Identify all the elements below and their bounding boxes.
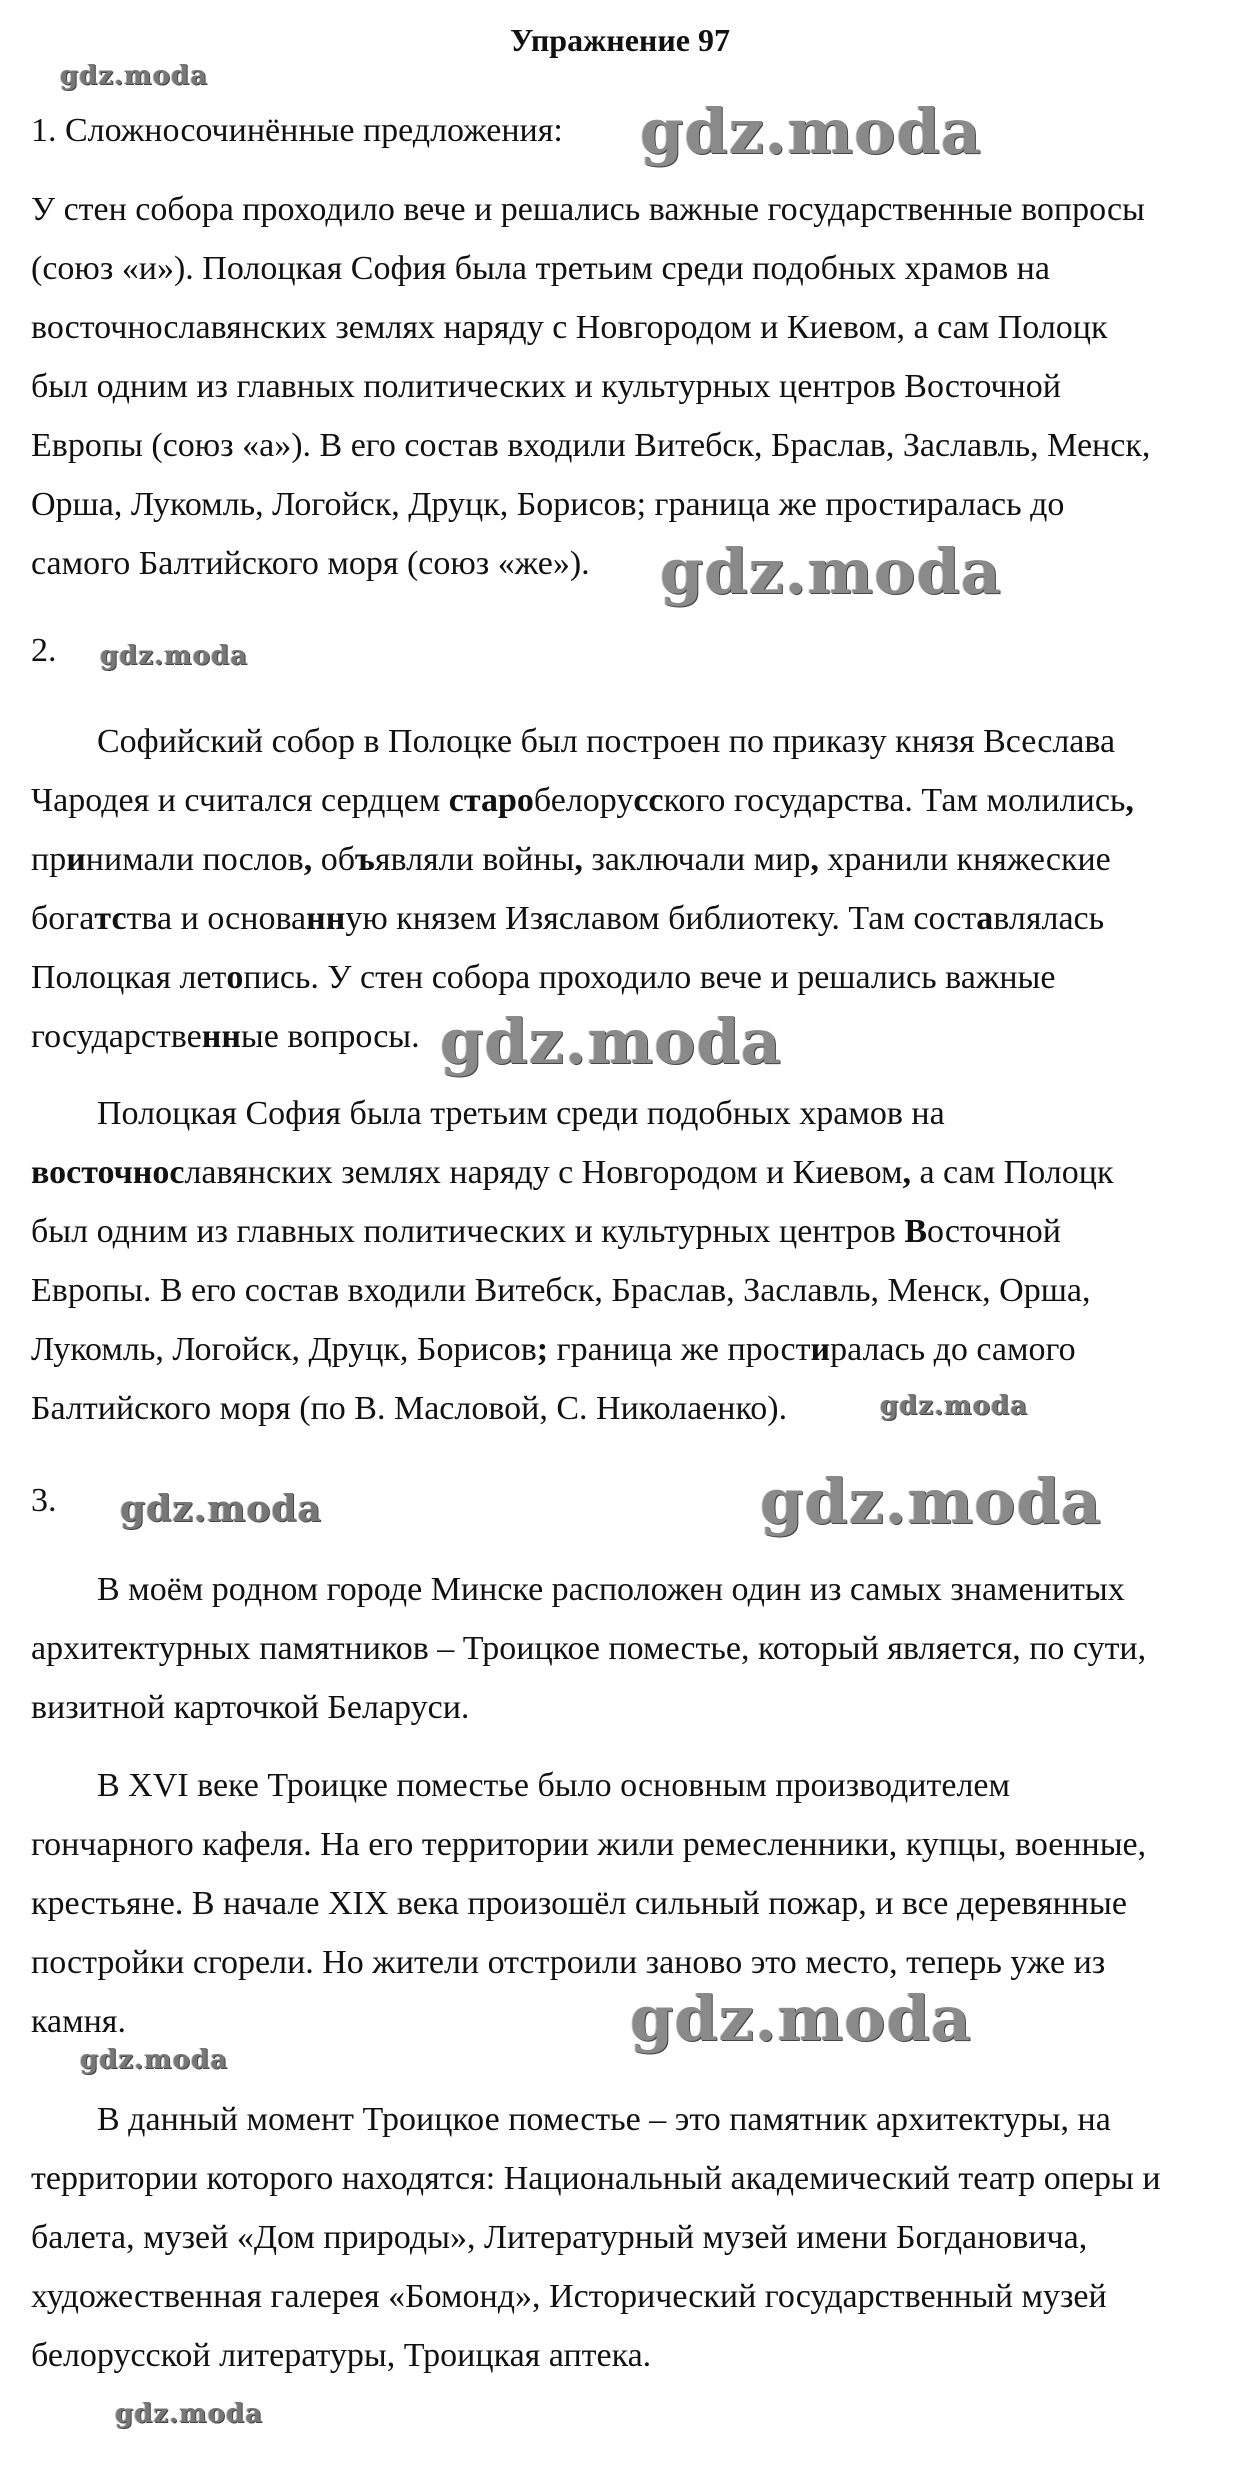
watermark: gdz.moda [120,1488,322,1530]
watermark: gdz.moda [640,95,982,168]
text-segment: Балтийского моря (по В. Масловой, С. Николаенко). [31,1390,788,1427]
text-segment: был одним из главных политических и культурных центров [31,1213,905,1250]
text-segment: белору [533,782,634,819]
text-segment: гончарного кафеля. На его территории жили ремесленники, купцы, военные, [31,1826,1147,1863]
text-segment: Лукомль, Логойск, Друцк, Борисов [31,1331,537,1368]
text-segment: балета, музей «Дом природы», Литературный музей имени Богдановича, [31,2219,1088,2256]
text-line [31,771,1134,830]
text-segment: тва и основа [126,900,307,937]
text-segment: архитектурных памятников – Троицкое поместье, который является, по сути, [31,1630,1147,1667]
text-segment: художественная галерея «Бомонд», Исторический государственный музей [31,2278,1107,2315]
text-segment: визитной карточкой Беларуси. [31,1689,470,1726]
text-segment: бога [31,900,95,937]
text-line [31,1815,1146,1874]
watermark: gdz.moda [100,641,249,671]
bold-text-segment: , [810,841,819,878]
bold-text-segment: сс [633,782,664,819]
watermark: gdz.moda [440,1005,782,1078]
bold-text-segment: В [904,1213,927,1250]
text-segment: Европы. В его состав входили Витебск, Браслав, Заславль, Менск, Орша, [31,1272,1091,1309]
text-line [31,298,1108,357]
text-segment: ые вопросы. [240,1018,420,1055]
bold-text-segment: , [1125,782,1134,819]
text-segment: самого Балтийского моря (союз «же»). [31,545,590,582]
text-line [31,534,590,593]
text-segment: пись. У стен собора проходило вече и решались важные [243,959,1056,996]
text-line [31,1619,1146,1678]
text-segment: камня. [31,2003,126,2040]
section-2-heading: 2. [31,632,57,669]
bold-text-segment: восточнос [31,1154,185,1191]
bold-text-segment: тс [94,900,127,937]
bold-text-segment: ъ [355,841,375,878]
text-segment: восточнославянских землях наряду с Новгородом и Киевом, а сам Полоцк [31,309,1108,346]
text-segment: осточной [927,1213,1061,1250]
text-line [31,475,1064,534]
text-line [31,948,1055,1007]
bold-text-segment: нн [306,900,346,937]
text-segment: В данный момент Троицкое поместье – это памятник архитектуры, на [97,2101,1111,2138]
text-segment: ралась до самого [830,1331,1076,1368]
bold-text-segment: , [902,1154,911,1191]
bold-text-segment: и [66,841,86,878]
bold-text-segment: а [976,900,994,937]
section-3-paragraph-1 [31,1560,1146,1737]
text-line [31,1379,787,1438]
text-segment: постройки сгорели. Но жители отстроили заново это место, теперь уже из [31,1944,1106,1981]
watermark: gdz.moda [115,2399,264,2429]
text-segment: пр [31,841,67,878]
section-3-paragraph-2 [31,1756,1147,2055]
text-segment: Орша, Лукомль, Логойск, Друцк, Борисов; граница же простиралась до [31,486,1065,523]
text-segment: хранили княжеские [818,841,1111,878]
text-line [31,1143,1113,1202]
text-segment: (союз «и»). Полоцкая София была третьим среди подобных храмов на [31,250,1050,287]
text-segment: Полоцкая лет [31,959,227,996]
text-line [31,2326,651,2385]
text-line [31,1874,1127,1933]
text-line [31,1261,1091,1320]
text-line [31,416,1150,475]
text-segment: В моём родном городе Минске расположен один из самых знаменитых [97,1571,1125,1608]
text-line [31,1007,420,1066]
text-line [31,2090,1111,2149]
watermark: gdz.moda [80,2045,229,2075]
text-segment: нимали послов [85,841,304,878]
text-line [31,357,1061,416]
text-line [31,1560,1125,1619]
text-line [31,2208,1087,2267]
text-segment: лавянских землях наряду с Новгородом и Киевом [184,1154,903,1191]
text-segment: В XVI веке Троицке поместье было основным производителем [97,1767,1011,1804]
text-segment: Чародея и считался сердцем [31,782,449,819]
text-segment: заключали мир [582,841,811,878]
text-line [31,2267,1107,2326]
text-line [31,830,1111,889]
text-segment: влялась [993,900,1105,937]
section-3-paragraph-3 [31,2090,1161,2385]
text-line [31,1084,945,1143]
bold-text-segment: нн [201,1018,241,1055]
watermark: gdz.moda [630,1982,972,2055]
text-segment: кого государства. Там молились [663,782,1126,819]
text-segment: У стен собора проходило вече и решались важные государственные вопросы [31,191,1145,228]
watermark: gdz.moda [880,1391,1029,1421]
bold-text-segment: , [303,841,313,878]
bold-text-segment: ; [536,1331,549,1368]
text-segment: а сам Полоцк [910,1154,1114,1191]
text-segment: Европы (союз «а»). В его состав входили Витебск, Браслав, Заславль, Менск, [31,427,1151,464]
section-1-heading: 1. Сложносочинённые предложения: [31,112,563,149]
bold-text-segment: о [226,959,244,996]
bold-text-segment: старо [448,782,534,819]
text-segment: государстве [31,1018,202,1055]
text-line [31,180,1145,239]
section-3-heading: 3. [31,1482,57,1519]
text-segment: крестьяне. В начале XIX века произошёл сильный пожар, и все деревянные [31,1885,1127,1922]
text-line [31,889,1104,948]
text-line [31,712,1115,771]
bold-text-segment: и [810,1331,831,1368]
watermark: gdz.moda [60,61,209,91]
page-title: Упражнение 97 [509,22,730,58]
text-segment: белорусской литературы, Троицкая аптека. [31,2337,652,2374]
text-segment: был одним из главных политических и культурных центров Восточной [31,368,1061,405]
text-line [31,2149,1161,2208]
section-2-paragraph-2 [31,1084,1113,1438]
text-line [31,1202,1061,1261]
text-segment: Полоцкая София была третьим среди подобных храмов на [97,1095,945,1132]
text-line [31,1678,469,1737]
bold-text-segment: , [574,841,583,878]
text-segment: об [312,841,355,878]
text-line [31,1992,126,2051]
text-segment: территории которого находятся: Национальный академический театр оперы и [31,2160,1161,2197]
text-segment: Софийский собор в Полоцке был построен по приказу князя Всеслава [97,723,1116,760]
section-1-text [31,180,1150,593]
text-line [31,239,1050,298]
watermark: gdz.moda [760,1465,1102,1538]
text-segment: граница же прост [548,1331,811,1368]
text-segment: являли войны [374,841,575,878]
text-line [31,1756,1010,1815]
watermark: gdz.moda [660,535,1002,608]
text-segment: ую князем Изяславом библиотеку. Там сост [345,900,977,937]
text-line [31,1320,1076,1379]
